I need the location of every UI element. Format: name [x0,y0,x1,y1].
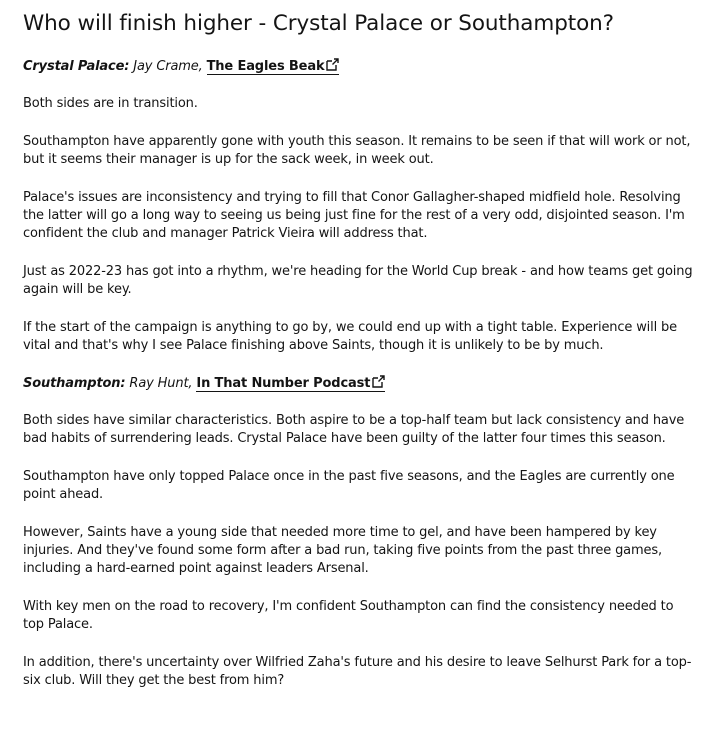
byline-author: Ray Hunt, [125,376,197,391]
article-headline: Who will finish higher - Crystal Palace or Southampton? [23,11,614,36]
source-link-the-eagles-beak[interactable] [207,59,340,75]
external-link-icon [326,58,339,71]
byline-author: Jay Crame, [129,59,207,74]
paragraph: Both sides have similar characteristics. Both aspire to be a top-half team but lack consistency and have bad habits of surrendering leads. Crystal Palace have been guilty of the latter four times this season. [23,413,685,446]
byline-club-name: Crystal Palace: [23,59,130,74]
paragraph: If the start of the campaign is anything to go by, we could end up with a tight table. Experience will be vital and that's why I see Palace finishing above Saints, though it is unlikely to be by much. [23,320,678,353]
byline-club-name: Southampton: [23,376,126,391]
byline-crystal-palace [23,58,693,76]
external-link-icon [372,375,385,388]
paragraph: Southampton have only topped Palace once in the past five seasons, and the Eagles are currently one point ahead. [23,469,675,502]
paragraph: In addition, there's uncertainty over Wilfried Zaha's future and his desire to leave Selhurst Park for a top-six club. Will they get the best from him? [23,655,692,688]
paragraph: However, Saints have a young side that needed more time to gel, and have been hampered by key injuries. And they've found some form after a bad run, taking five points from the past three games, including a hard-earned point against leaders Arsenal. [23,525,662,576]
paragraph: Palace's issues are inconsistency and trying to fill that Conor Gallagher-shaped midfield hole. Resolving the latter will go a long way to seeing us being just fine for the rest of a very odd, disjointed season. I'm confident the club and manager Patrick Vieira will address that. [23,190,685,241]
byline-southampton [23,375,693,393]
paragraph: Just as 2022-23 has got into a rhythm, we're heading for the World Cup break - and how teams get going again will be key. [23,264,693,297]
paragraph: Both sides are in transition. [23,96,198,111]
source-link-label: In That Number Podcast [196,376,371,391]
source-link-in-that-number-podcast[interactable] [196,376,385,392]
paragraph: Southampton have apparently gone with youth this season. It remains to be seen if that will work or not, but it seems their manager is up for the sack week, in week out. [23,134,691,167]
source-link-label: The Eagles Beak [206,59,325,74]
paragraph: With key men on the road to recovery, I'm confident Southampton can find the consistency needed to top Palace. [23,599,674,632]
